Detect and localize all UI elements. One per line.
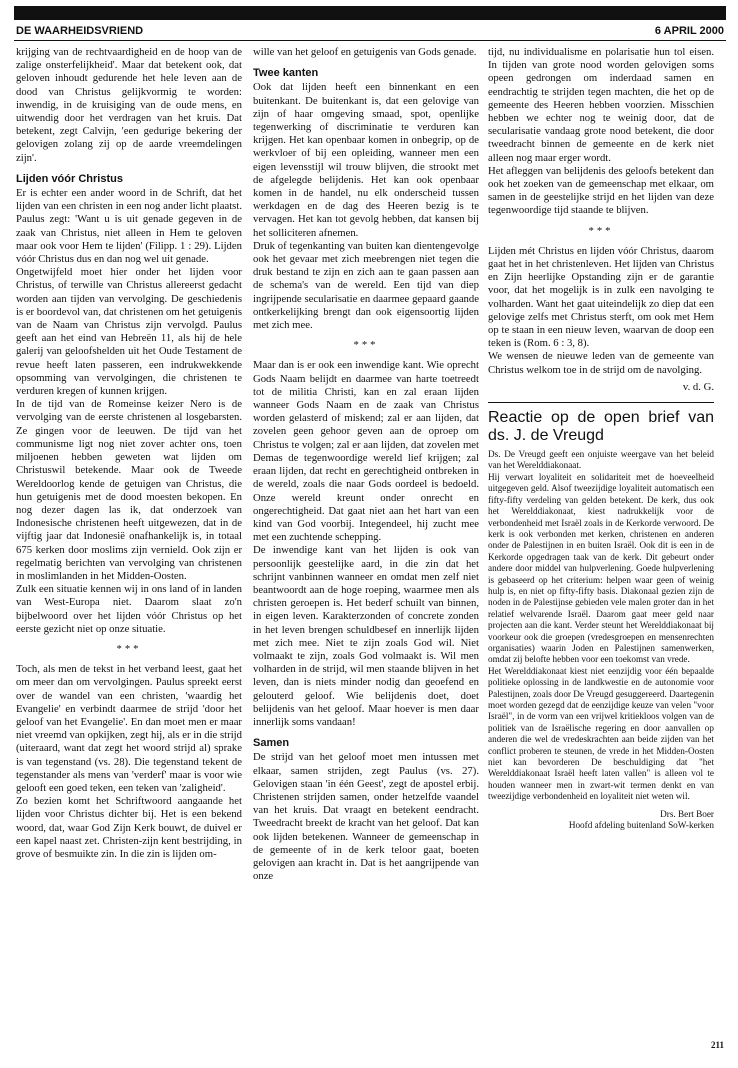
paragraph: krijging van de rechtvaardigheid en de hoop van de zalige onsterfelijkheid'. Maar dat betekent ook, dat geloven inhoudt gedurende het hele leven aan de dood van Christus gelijkvormig te worden: inwendig, in de kruisiging van de oude mens, en uitwendig door het verdragen van het kruis. Dat betekent, zegt Calvijn, 'een gedurige bekering der gelovigen zolang zij op de aarde vreemdelingen zijn'. <box>16 46 242 164</box>
paragraph: Ook dat lijden heeft een binnenkant en een buitenkant. De buitenkant is, dat een gelovige van zijn of haar omgeving smaad, spot, openlijke tegenwerking of discriminatie te verduren kan krijgen. Het kan openbaar komen in onbegrip, op de werkvloer of bij een opleiding, wanneer men een eigen levensstijl wil trouw blijven, die strookt met de afgelegde belijdenis. Het kan ook openbaar komen in de handel, nu elk onderscheid tussen werkdagen en de dag des Heeren bezig is te vervagen. Het kan tot gevolg hebben, dat kansen bij het solliciteren afnemen. <box>253 81 479 239</box>
paragraph: De inwendige kant van het lijden is ook van persoonlijk geestelijke aard, in die zin dat het schrijnt vanbinnen wanneer en omdat men zelf niet beantwoordt aan de hoge roeping, waarmee men als christen geroepen is. Het bederf schuilt van binnen, in eigen leven. Karakterzonden of concrete zonden in het leven brengen schuldbesef en innerlijk lijden met zich mee. Niet te zijn zoals God wil. Niet volmaakt te zijn, zoals God volmaakt is. Wil men volharden in de strijd, wil men staande blijven in het leven, dan is niets minder nodig dan geoefend en gelouterd geloof. Wie belijdenis doet, doet belijdenis van het geloof. Maar hoever is men daar innerlijk soms vandaan! <box>253 544 479 728</box>
paragraph: Toch, als men de tekst in het verband leest, gaat het om meer dan om vervolgingen. Paulus spreekt eerst over de wandel van een christen, 'waardig het Evangelie' en verbindt daarmee de strijd 'door het geloof van het Evangelie'. En dan moet men er maar niet vreemd van opkijken, zegt hij, als er in die strijd (uiteraard, want dat zegt het woord strijd al) sprake is van tegenstand (vs. 28). Die tegenstand tekent de tegenstander als mens van 'verderf' maar is voor wie gelooft een goed teken, een teken van 'zaligheid'. <box>16 663 242 794</box>
column-3 <box>488 46 714 831</box>
paragraph: tijd, nu individualisme en polarisatie hun tol eisen. In tijden van grote nood worden gelovigen soms opeen gedrongen om inderdaad samen en eendrachtig te strijden tegen machten, die het op de gemeente des Heeren hebben voorzien. Misschien hebben we echter nog te weinig door, dat de secularisatie vandaag grote nood betekent, die door tweedracht binnen de gemeente en de kerk niet alleen nog maar erger wordt. <box>488 46 714 164</box>
paragraph: In de tijd van de Romeinse keizer Nero is de vervolging van de eerste christenen al losgebarsten. Ze gingen voor de leeuwen. De tijd van het communisme ligt nog niet zover achter ons, toen miljoenen hebben geweten wat lijden om Christuswil betekende. Maar ook de Tweede Wereldoorlog kende de getuigen van Christus, die hun getuigenis met de dood moesten bekopen. En nog dezer dagen las ik, dat onderzoek van Indonesische christenen heeft uitgewezen, dat in de vijftig jaar dat Indonesië onafhankelijk is, in totaal 675 kerken door moslims zijn vernield. Ook zijn er regelmatig berichten van vervolging van christenen in moslimlanden in het Midden-Oosten. <box>16 398 242 582</box>
column-1 <box>16 46 242 861</box>
publication-name: DE WAARHEIDSVRIEND <box>16 25 144 37</box>
issue-date: 6 APRIL 2000 <box>654 25 724 37</box>
column-2 <box>253 46 479 883</box>
top-black-bar <box>14 6 726 20</box>
reply-signature <box>488 809 714 832</box>
paragraph: Zo bezien komt het Schriftwoord aangaande het lijden voor Christus dichter bij. Het is een bekend woord, dat, waar God Zijn Kerk bouwt, de duivel er een kapel naast zet. Christen-zijn kent bestrijding, in grove of besmuikte zin. In die zin is lijden om- <box>16 795 242 860</box>
paragraph: Ongetwijfeld moet hier onder het lijden voor Christus, of terwille van Christus allereerst gedacht worden aan tijden van vervolging. De geschiedenis is er boordevol van, dat christenen om het getuigenis van de Naam van Christus zijn vervolgd. Paulus geeft aan het eind van Hebreën 11, als hij de hele galerij van geloofshelden uit het Oude Testament de revue heeft laten passeren, een indrukwekkende opsomming van vervolgingen, die christenen te verduren kregen of kunnen krijgen. <box>16 266 242 398</box>
reply-signature-name: Drs. Bert Boer <box>660 808 714 819</box>
paragraph: Het afleggen van belijdenis des geloofs betekent dan ook het zoeken van de gemeenschap met elkaar, om samen in de geestelijke strijd en het lijden van deze tegenwoordige tijd staande te blijven. <box>488 164 714 217</box>
section-heading: Lijden vóór Christus <box>16 172 123 185</box>
paragraph: wille van het geloof en getuigenis van Gods genade. <box>253 46 477 58</box>
paragraph: We wensen de nieuwe leden van de gemeente van Christus welkom toe in de strijd om de navolging. <box>488 350 714 376</box>
reply-signature-role: Hoofd afdeling buitenland SoW-kerken <box>568 820 714 831</box>
paragraph: Druk of tegenkanting van buiten kan dientengevolge ook het gevaar met zich meebrengen niet tegen die druk bestand te zijn en zich aan te gaan passen aan de schema's van de wereld. Een tijd van diep ingrijpende secularisatie en daarmee gepaard gaande ontkerkelijking brengt dan ook eigensoortig lijden met zich mee. <box>253 239 479 332</box>
section-separator: *** <box>353 339 379 352</box>
reply-title: Reactie op de open brief van ds. J. de Vreugd <box>488 409 714 445</box>
section-separator: *** <box>588 224 614 237</box>
reply-paragraph: Ds. De Vreugd geeft een onjuiste weergave van het beleid van het Werelddiakonaat. <box>488 449 714 471</box>
reply-paragraph: Het Werelddiakonaat kiest niet eenzijdig voor één bepaalde politieke oplossing in de landkwestie en de autonomie voor Palestijnen, zoals door De Vreugd gesuggereerd. Daartegenin moet worden gezegd dat de eenzijdige keuze van velen "voor Israël", in de vorm van een vrijwel kritiekloos volgen van de politiek van de Israëlische regering en door aanvallen op anderen die wel de vredeskrachten aan beide zijden van het conflict proberen te steunen, de vrede in het Midden-Oosten niet kan bevorderen De beschuldiging dat "het Werelddiakonaat Israël heeft laten vallen" is alleen vol te houden wanneer men in zwart-wit termen denkt en van tweezijdige verbondenheid en loyaliteit niet weten wil. <box>488 665 714 802</box>
section-separator: *** <box>116 642 142 655</box>
paragraph: Er is echter een ander woord in de Schrift, dat het lijden van een christen in een nog ander licht plaatst. Paulus zegt: 'Want u is uit genade gegeven in de zaak van Christus, niet alleen in Hem te geloven maar ook voor Hem te lijden' (Filipp. 1 : 29). Lijden vóór Christus dus en dan nog wel uit genade. <box>16 187 242 266</box>
paragraph: Maar dan is er ook een inwendige kant. Wie oprecht Gods Naam belijdt en daarmee van harte toetreedt tot de militia Christi, kan en zal eraan lijden wanneer Gods Naam en de zaak van Christus worden gelasterd of miskend; zal er aan lijden, dat zovelen geen gehoor geven aan de oproep om Christus te volgen; zal er aan lijden, dat zovelen met Demas de tegenwoordige wereld lief krijgen; zal eraan lijden, dat recht en gerechtigheid ontbreken in de wereld, zoals die naar Gods oordeel is bedoeld. Onze wereld kreunt onder onrecht en ongerechtigheid. Dat gaat niet aan het hart van een kind van God voorbij. Integendeel, hij zucht mee met een zuchtende schepping. <box>253 359 479 544</box>
paragraph: Zulk een situatie kennen wij in ons land of in landen van West-Europa niet. Daarom slaat zo'n bijbelwoord over het lijden vóór Christus op het eerste gezicht niet op onze situatie. <box>16 583 242 635</box>
masthead <box>14 24 726 41</box>
section-heading: Samen <box>253 737 290 750</box>
section-heading: Twee kanten <box>253 67 319 80</box>
paragraph: Lijden mét Christus en lijden vóór Christus, daarom gaat het in het christenleven. Het lijden van Christus en Zijn heerlijke Opstanding zijn er de garantie voor, dat het mogelijk is in zulk een navolging te volharden. Want het gaat uiteindelijk zo diep dat een gelovige zelfs met Christus sterft, om ook met Hem op te staan in een nieuw leven, waarvan de doop een teken is (Rom. 6 : 3, 8). <box>488 244 714 350</box>
divider <box>488 402 714 403</box>
paragraph: De strijd van het geloof moet men intussen met elkaar, samen strijden, zegt Paulus (vs. 27). Gelovigen staan 'in één Geest', zegt de apostel erbij. Christenen strijden samen, onder hetzelfde vaandel van het kruis. Dat vraagt en betekent eendracht. Tweedracht breekt de kracht van het geloof. Dat kan ook lijden betekenen. Wanneer de gemeenschap in de gemeente of in de kerk teloor gaat, boeten gelovigen aan kracht in. Dat is het aangrijpende van onze <box>253 751 479 883</box>
article-signature: v. d. G. <box>682 380 714 393</box>
reply-paragraph: Hij verwart loyaliteit en solidariteit met de hoeveelheid uitgegeven geld. Alsof tweezijdige loyaliteit automatisch een fifty-fifty verdeling van gelden betekent. De kerk, dus ook het Werelddiakonaat, kiest nadrukkelijk voor de verbondenheid met Israël zoals in de Kerkorde verwoord. De kerk is ook verbonden met kerken, christenen en anderen onder de Palestijnen in en buiten Israël. Ook dit is een in de Kerkorde opgedragen taak van de kerk. Dit gebeurt onder andere door middel van hulpverlening. Goede hulpverlening is gebaseerd op het criterium: helpen waar geen of weinig hulp is, en niet op fifty-fifty basis. Diakonaal gezien zijn de noden in de Palestijnse gebieden vele malen groter dan in het relatief welvarende Israël. Daarom gaat meer geld naar projecten aan die kant. Verder steunt het Werelddiakonaat bij voorkeur ook die groepen (vredesgroepen en mensenrechten organisaties) waarin Joden en Palestijnen samenwerken, omdat zij belofte hebben voor een toekomst van vrede. <box>488 471 714 665</box>
page-number: 211 <box>710 1040 724 1050</box>
